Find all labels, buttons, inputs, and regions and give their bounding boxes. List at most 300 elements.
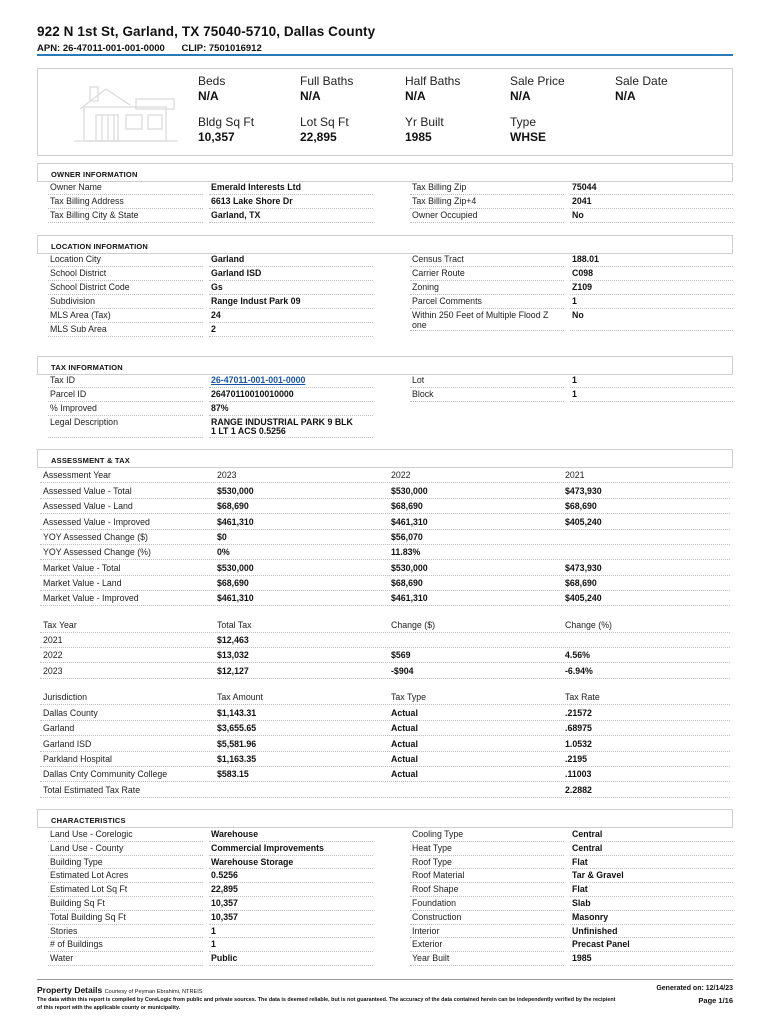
location-left-label: School District	[50, 268, 107, 278]
type-label: Type	[510, 115, 537, 129]
row-divider	[40, 647, 730, 648]
characteristics-right-label: Roof Shape	[412, 884, 459, 895]
row-divider	[410, 294, 564, 295]
row-divider	[40, 766, 730, 767]
location-section	[37, 235, 733, 254]
row-divider	[48, 437, 203, 438]
row-divider	[570, 841, 733, 842]
sale-date-value: N/A	[615, 89, 636, 103]
row-divider	[570, 937, 733, 938]
tax-info-section-heading: TAX INFORMATION	[37, 356, 733, 375]
characteristics-left-value: 10,357	[211, 898, 238, 908]
owner-left-value: Garland, TX	[211, 210, 261, 220]
assessment-row-cell: $68,690	[217, 501, 249, 512]
row-divider	[48, 415, 203, 416]
row-divider	[410, 308, 564, 309]
property-address-title: 922 N 1st St, Garland, TX 75040-5710, Dallas County	[37, 24, 376, 39]
row-divider	[410, 841, 564, 842]
owner-left-label: Tax Billing Address	[50, 196, 124, 206]
row-divider	[570, 896, 733, 897]
header-divider	[37, 54, 733, 56]
row-divider	[40, 720, 730, 721]
assessment-row-cell: Assessed Value - Land	[43, 501, 133, 512]
property-ids	[37, 43, 737, 54]
assessment-row-cell: Market Value - Land	[43, 577, 122, 588]
location-left-label: MLS Area (Tax)	[50, 310, 111, 320]
characteristics-left-label: Stories	[50, 925, 78, 936]
row-divider	[40, 632, 730, 633]
characteristics-right-value: Flat	[572, 856, 588, 867]
jurisdiction-row-cell: Actual	[391, 723, 418, 734]
row-divider	[48, 910, 203, 911]
row-divider	[40, 781, 730, 782]
tax_info-right-value: 1	[572, 389, 577, 399]
row-divider	[209, 415, 373, 416]
location-left-value: 24	[211, 310, 221, 320]
assessment-row-cell: $0	[217, 531, 227, 542]
assessment-row-cell: $461,310	[217, 516, 254, 527]
row-divider	[209, 266, 373, 267]
row-divider	[410, 951, 564, 952]
tax_info-left-value: RANGE INDUSTRIAL PARK 9 BLK	[211, 417, 353, 427]
row-divider	[410, 896, 564, 897]
assessment-row-cell: $68,690	[217, 577, 249, 588]
row-divider	[209, 868, 373, 869]
row-divider	[410, 222, 564, 223]
row-divider	[40, 513, 730, 514]
row-divider	[209, 336, 373, 337]
assessment-row-cell: $473,930	[565, 486, 602, 496]
row-divider	[570, 924, 733, 925]
row-divider	[570, 965, 733, 966]
characteristics-left-value: Public	[211, 953, 238, 964]
owner-left-value: Emerald Interests Ltd	[211, 182, 301, 192]
jurisdiction-row-cell: .21572	[565, 708, 592, 718]
row-divider	[570, 294, 733, 295]
row-divider	[410, 266, 564, 267]
jurisdiction-row-cell: Total Estimated Tax Rate	[43, 784, 141, 795]
tax-year-row-cell: 4.56%	[565, 650, 590, 661]
jurisdiction-row-cell: Actual	[391, 769, 418, 780]
assessment-header-cell: 2021	[565, 470, 585, 480]
row-divider	[40, 678, 730, 679]
location-left-value: Gs	[211, 282, 223, 292]
jurisdiction-row-cell: 1.0532	[565, 738, 592, 749]
characteristics-left-label: Building Sq Ft	[50, 898, 105, 908]
location-right-value: 1	[572, 296, 577, 306]
assessment-row-cell: YOY Assessed Change ($)	[43, 531, 148, 542]
half-baths-stat	[405, 74, 460, 103]
row-divider	[209, 322, 373, 323]
apn-text: APN: 26-47011-001-001-0000	[37, 43, 165, 54]
tax-year-header-cell: Total Tax	[217, 620, 252, 630]
location-left-label: Subdivision	[50, 296, 95, 306]
row-divider	[48, 896, 203, 897]
row-divider	[570, 308, 733, 309]
characteristics-left-value: 1	[211, 925, 216, 936]
row-divider	[570, 222, 733, 223]
row-divider	[209, 924, 373, 925]
assessment-row-cell: $530,000	[217, 486, 254, 496]
location-right-value: 188.01	[572, 254, 599, 264]
assessment-row-cell: Market Value - Total	[43, 562, 121, 573]
owner-right-value: 75044	[572, 182, 597, 192]
assessment-row-cell: $68,690	[565, 501, 597, 512]
assessment-row-cell: Assessed Value - Improved	[43, 516, 150, 527]
assessment-row-cell: $56,070	[391, 531, 423, 542]
characteristics-left-value: Warehouse	[211, 829, 259, 839]
characteristics-left-label: Estimated Lot Acres	[50, 870, 129, 881]
tax-year-header-cell: Tax Year	[43, 620, 77, 630]
location-right-value: C098	[572, 268, 594, 278]
row-divider	[40, 590, 730, 591]
row-divider	[209, 910, 373, 911]
row-divider	[410, 330, 564, 331]
owner-left-value: 6613 Lake Shore Dr	[211, 196, 293, 206]
characteristics-right-label: Foundation	[412, 898, 457, 908]
jurisdiction-row-cell: 2.2882	[565, 784, 592, 795]
assessment-row-cell: $68,690	[565, 577, 597, 588]
characteristics-left-value: 22,895	[211, 884, 238, 895]
row-divider	[48, 387, 203, 388]
row-divider	[570, 401, 733, 402]
owner-right-value: 2041	[572, 196, 592, 206]
row-divider	[410, 882, 564, 883]
jurisdiction-row-cell: Actual	[391, 753, 418, 764]
characteristics-right-value: Central	[572, 829, 603, 839]
row-divider	[48, 294, 203, 295]
row-divider	[48, 308, 203, 309]
row-divider	[410, 387, 564, 388]
full-baths-value: N/A	[300, 89, 321, 103]
owner-section	[37, 163, 733, 182]
page-footer	[37, 979, 733, 1011]
location-right-label: Carrier Route	[412, 268, 465, 278]
row-divider	[48, 280, 203, 281]
row-divider	[209, 951, 373, 952]
type-stat	[510, 115, 546, 144]
assessment-row-cell: $68,690	[391, 501, 423, 512]
characteristics-left-label: Total Building Sq Ft	[50, 911, 126, 922]
row-divider	[209, 437, 373, 438]
assessment-section-heading: ASSESSMENT & TAX	[37, 449, 733, 468]
jurisdiction-header-cell: Tax Type	[391, 692, 427, 702]
row-divider	[209, 208, 373, 209]
characteristics-right-value: Masonry	[572, 911, 609, 922]
assessment-row-cell: Market Value - Improved	[43, 593, 139, 604]
characteristics-right-label: Roof Material	[412, 870, 465, 881]
assessment-row-cell: $68,690	[391, 577, 423, 588]
tax_info-left-label: Tax ID	[50, 375, 75, 385]
characteristics-left-value: Warehouse Storage	[211, 856, 294, 867]
tax-info-section	[37, 356, 733, 375]
row-divider	[48, 336, 203, 337]
row-divider	[570, 951, 733, 952]
characteristics-left-value: Commercial Improvements	[211, 842, 324, 853]
footer-disclaimer: The data within this report is compiled by CoreLogic from public and private sources. The data is deemed reliable, but is not guaranteed. The accuracy of the data contained herein can be independently verified by the recipient of this report with the applicable county or municipality.	[37, 997, 616, 1011]
full-baths-label: Full Baths	[300, 74, 354, 88]
characteristics-right-value: Tar & Gravel	[572, 870, 624, 881]
row-divider	[410, 868, 564, 869]
row-divider	[40, 751, 730, 752]
tax_info-left-label: Parcel ID	[50, 389, 87, 399]
row-divider	[209, 841, 373, 842]
tax_info-right-label: Block	[412, 389, 434, 399]
owner-right-label: Tax Billing Zip+4	[412, 196, 477, 206]
half-baths-value: N/A	[405, 89, 426, 103]
row-divider	[48, 208, 203, 209]
tax-year-row-cell: -$904	[391, 665, 414, 676]
row-divider	[48, 937, 203, 938]
tax-year-row-cell: 2023	[43, 665, 63, 676]
lot-sqft-stat	[300, 115, 349, 144]
jurisdiction-row-cell: Dallas Cnty Community College	[43, 769, 168, 780]
row-divider	[410, 208, 564, 209]
row-divider	[410, 855, 564, 856]
row-divider	[40, 544, 730, 545]
row-divider	[209, 965, 373, 966]
characteristics-left-value: 10,357	[211, 911, 238, 922]
row-divider	[40, 482, 730, 483]
location-right-label-cont: one	[412, 320, 427, 330]
jurisdiction-header-cell: Tax Amount	[217, 692, 263, 702]
row-divider	[410, 194, 564, 195]
bldg-sqft-value: 10,357	[198, 130, 235, 144]
owner-section-heading: OWNER INFORMATION	[37, 163, 733, 182]
characteristics-left-label: Water	[50, 953, 74, 964]
jurisdiction-row-cell: Parkland Hospital	[43, 753, 112, 764]
tax_info-right-value: 1	[572, 375, 577, 385]
tax_info-right-label: Lot	[412, 375, 425, 385]
row-divider	[48, 194, 203, 195]
row-divider	[40, 797, 730, 798]
beds-label: Beds	[198, 74, 226, 88]
assessment-row-cell: $530,000	[391, 486, 428, 496]
row-divider	[410, 401, 564, 402]
row-divider	[570, 194, 733, 195]
row-divider	[209, 882, 373, 883]
row-divider	[570, 280, 733, 281]
tax_info-left-value: 26470110010010000	[211, 389, 294, 399]
jurisdiction-row-cell: $5,581.96	[217, 738, 257, 749]
row-divider	[40, 529, 730, 530]
row-divider	[570, 868, 733, 869]
lot-sqft-label: Lot Sq Ft	[300, 115, 349, 129]
characteristics-section	[37, 809, 733, 828]
jurisdiction-row-cell: $1,163.35	[217, 753, 257, 764]
row-divider	[40, 498, 730, 499]
jurisdiction-row-cell: Actual	[391, 708, 418, 718]
characteristics-left-label: Land Use - County	[50, 842, 124, 853]
row-divider	[48, 882, 203, 883]
yr-built-stat	[405, 115, 444, 144]
location-right-value: No	[572, 310, 584, 320]
sale-date-stat	[615, 74, 668, 103]
building-placeholder-icon	[56, 79, 188, 145]
row-divider	[570, 208, 733, 209]
tax_info-left-label: % Improved	[50, 403, 97, 413]
location-left-value: Range Indust Park 09	[211, 296, 301, 306]
sale-price-stat	[510, 74, 565, 103]
assessment-header-cell: 2022	[391, 470, 411, 480]
location-left-label: School District Code	[50, 282, 130, 292]
assessment-row-cell: Assessed Value - Total	[43, 486, 132, 496]
characteristics-right-label: Heat Type	[412, 842, 452, 853]
owner-right-value: No	[572, 210, 584, 220]
row-divider	[209, 855, 373, 856]
row-divider	[40, 662, 730, 663]
tax-year-row-cell: $13,032	[217, 650, 249, 661]
tax-year-row-cell: $569	[391, 650, 411, 661]
jurisdiction-row-cell: .68975	[565, 723, 592, 734]
assessment-row-cell: $530,000	[391, 562, 428, 573]
row-divider	[410, 965, 564, 966]
characteristics-left-label: Land Use - Corelogic	[50, 829, 133, 839]
jurisdiction-header-cell: Tax Rate	[565, 692, 600, 702]
beds-value: N/A	[198, 89, 219, 103]
clip-text: CLIP: 7501016912	[181, 43, 262, 54]
tax-year-row-cell: -6.94%	[565, 665, 593, 676]
assessment-row-cell: 11.83%	[391, 547, 421, 558]
row-divider	[48, 868, 203, 869]
row-divider	[48, 841, 203, 842]
yr-built-value: 1985	[405, 130, 432, 144]
characteristics-right-value: Precast Panel	[572, 939, 630, 950]
assessment-row-cell: YOY Assessed Change (%)	[43, 547, 151, 558]
characteristics-left-label: Estimated Lot Sq Ft	[50, 884, 128, 895]
row-divider	[209, 194, 373, 195]
row-divider	[209, 294, 373, 295]
characteristics-right-label: Cooling Type	[412, 829, 464, 839]
tax-year-row-cell: $12,463	[217, 635, 249, 645]
assessment-section	[37, 449, 733, 468]
location-section-heading: LOCATION INFORMATION	[37, 235, 733, 254]
row-divider	[48, 222, 203, 223]
location-right-label: Parcel Comments	[412, 296, 482, 306]
characteristics-right-label: Year Built	[412, 953, 450, 964]
owner-right-label: Tax Billing Zip	[412, 182, 467, 192]
lot-sqft-value: 22,895	[300, 130, 337, 144]
row-divider	[48, 924, 203, 925]
row-divider	[570, 330, 733, 331]
tax-year-row-cell: 2022	[43, 650, 63, 661]
row-divider	[40, 735, 730, 736]
assessment-row-cell: $405,240	[565, 593, 602, 604]
row-divider	[570, 387, 733, 388]
row-divider	[209, 387, 373, 388]
tax_info-left-value-cont: 1 LT 1 ACS 0.5256	[211, 426, 286, 436]
jurisdiction-row-cell: .11003	[565, 769, 592, 780]
tax_info-left-value: 87%	[211, 403, 229, 413]
row-divider	[570, 882, 733, 883]
row-divider	[40, 559, 730, 560]
jurisdiction-row-cell: $1,143.31	[217, 708, 257, 718]
row-divider	[48, 951, 203, 952]
type-value: WHSE	[510, 130, 546, 144]
row-divider	[209, 308, 373, 309]
assessment-row-cell: $461,310	[391, 516, 428, 527]
row-divider	[40, 575, 730, 576]
characteristics-right-value: Slab	[572, 898, 591, 908]
assessment-row-cell: $530,000	[217, 562, 254, 573]
characteristics-left-value: 0.5256	[211, 870, 238, 881]
row-divider	[209, 401, 373, 402]
characteristics-right-value: 1985	[572, 953, 592, 964]
characteristics-right-label: Construction	[412, 911, 462, 922]
assessment-row-cell: $461,310	[391, 593, 428, 604]
location-right-label: Within 250 Feet of Multiple Flood Z	[412, 310, 549, 320]
characteristics-right-value: Flat	[572, 884, 588, 895]
row-divider	[48, 322, 203, 323]
footer-generated-date: Generated on: 12/14/23	[656, 985, 733, 992]
tax-year-row-cell: $12,127	[217, 665, 249, 676]
half-baths-label: Half Baths	[405, 74, 461, 88]
characteristics-left-value: 1	[211, 939, 216, 950]
jurisdiction-row-cell: Dallas County	[43, 708, 98, 718]
row-divider	[570, 855, 733, 856]
location-left-value: Garland	[211, 254, 245, 264]
tax_info-left-value[interactable]: 26-47011-001-001-0000	[211, 375, 306, 385]
row-divider	[48, 266, 203, 267]
footer-title	[37, 985, 203, 995]
row-divider	[48, 401, 203, 402]
report-header	[37, 24, 737, 54]
jurisdiction-header-cell: Jurisdiction	[43, 692, 88, 702]
bldg-sqft-stat	[198, 115, 254, 144]
location-right-label: Zoning	[412, 282, 439, 292]
row-divider	[570, 266, 733, 267]
jurisdiction-row-cell: $3,655.65	[217, 723, 257, 734]
bldg-sqft-label: Bldg Sq Ft	[198, 115, 255, 129]
row-divider	[40, 605, 730, 606]
assessment-row-cell: $461,310	[217, 593, 254, 604]
location-left-value: Garland ISD	[211, 268, 262, 278]
footer-courtesy: Courtesy of Peyman Ebrahimi, NTREIS	[104, 989, 203, 995]
jurisdiction-row-cell: Garland ISD	[43, 738, 92, 749]
row-divider	[209, 222, 373, 223]
location-left-label: MLS Sub Area	[50, 324, 107, 334]
jurisdiction-row-cell: Garland	[43, 723, 75, 734]
tax-year-row-cell: 2021	[43, 635, 63, 645]
tax-year-header-cell: Change (%)	[565, 620, 612, 630]
sale-price-value: N/A	[510, 89, 531, 103]
jurisdiction-row-cell: Actual	[391, 738, 418, 749]
assessment-row-cell: 0%	[217, 547, 230, 558]
summary-card	[37, 68, 733, 156]
jurisdiction-row-cell: .2195	[565, 753, 588, 764]
owner-left-label: Owner Name	[50, 182, 102, 192]
full-baths-stat	[300, 74, 353, 103]
jurisdiction-row-cell: $583.15	[217, 769, 249, 780]
assessment-header-cell: Assessment Year	[43, 470, 111, 480]
characteristics-section-heading: CHARACTERISTICS	[37, 809, 733, 828]
characteristics-left-label: Building Type	[50, 856, 103, 867]
beds-stat	[198, 74, 225, 103]
row-divider	[48, 855, 203, 856]
row-divider	[209, 280, 373, 281]
sale-date-label: Sale Date	[615, 74, 668, 88]
tax-year-header-cell: Change ($)	[391, 620, 436, 630]
yr-built-label: Yr Built	[405, 115, 444, 129]
assessment-header-cell: 2023	[217, 470, 237, 480]
characteristics-right-label: Roof Type	[412, 856, 452, 867]
owner-right-label: Owner Occupied	[412, 210, 478, 220]
characteristics-right-label: Exterior	[412, 939, 443, 950]
location-right-label: Census Tract	[412, 254, 464, 264]
row-divider	[410, 937, 564, 938]
assessment-row-cell: $405,240	[565, 516, 602, 527]
row-divider	[209, 937, 373, 938]
